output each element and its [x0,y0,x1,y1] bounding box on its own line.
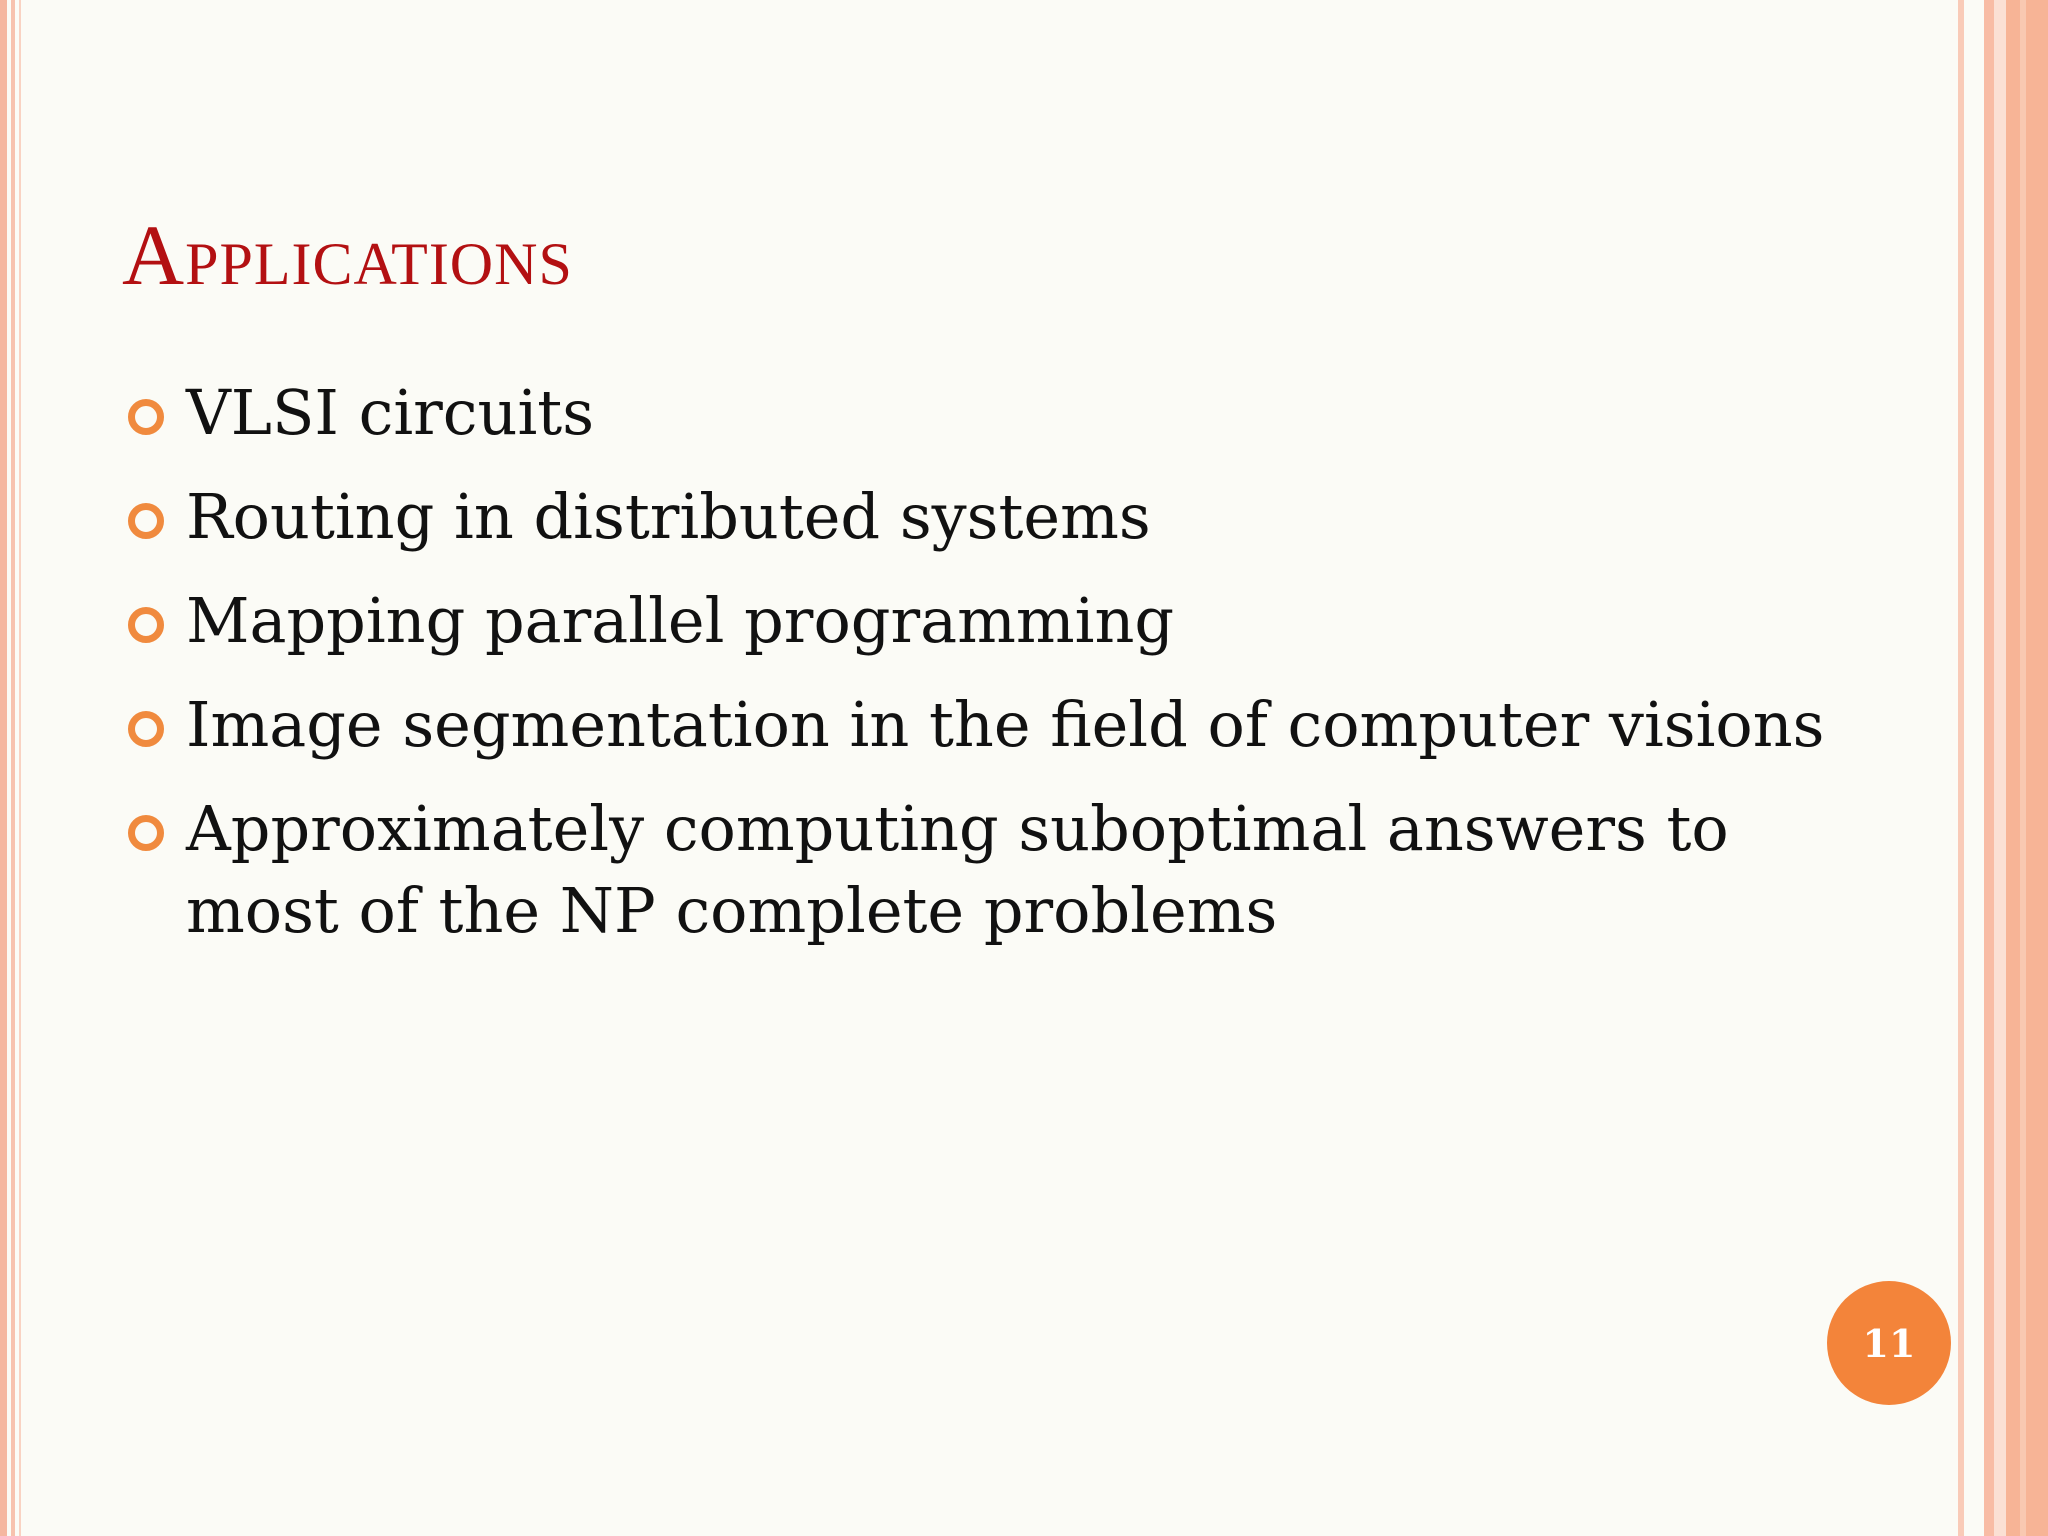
hollow-circle-icon [128,503,164,539]
bullet-text: Mapping parallel programming [186,584,1175,657]
hollow-circle-icon [128,815,164,851]
slide-title: Applications [122,207,573,303]
bullet-text: Image segmentation in the field of computer visions [186,688,1825,761]
bullet-item [128,476,1868,558]
bullet-text: Routing in distributed systems [186,480,1151,553]
hollow-circle-icon [128,711,164,747]
left-border-stripe [11,0,15,1536]
left-border-stripe [0,0,7,1536]
page-number-badge: 11 [1827,1281,1951,1405]
bullet-item [128,372,1868,454]
bullet-text: Approximately computing suboptimal answers to most of the NP complete problems [186,792,1729,947]
bullet-list [128,372,1868,974]
bullet-item [128,580,1868,662]
bullet-text: VLSI circuits [186,376,595,449]
hollow-circle-icon [128,399,164,435]
right-border-stripe [1984,0,1994,1536]
right-border-gap [1964,0,1984,1536]
right-border-stripe [1994,0,2006,1536]
bullet-item [128,788,1868,952]
right-border-stripe [2006,0,2048,1536]
hollow-circle-icon [128,607,164,643]
bullet-item [128,684,1868,766]
right-border-stripe [2020,0,2026,1536]
left-border-stripe [19,0,21,1536]
